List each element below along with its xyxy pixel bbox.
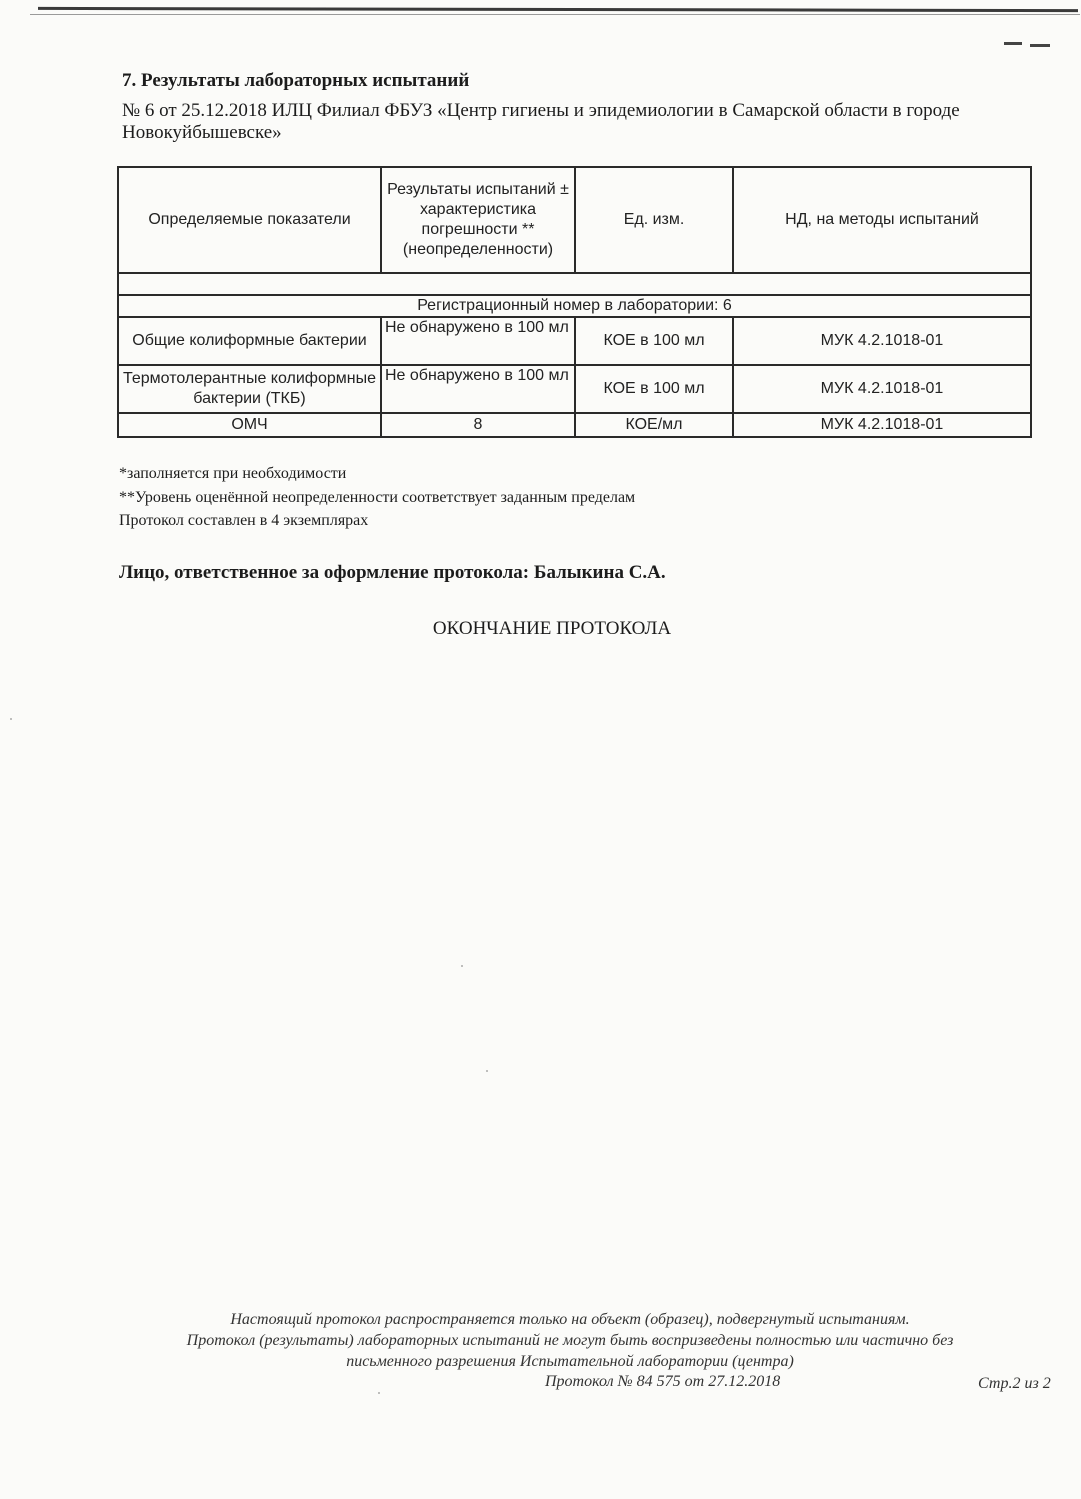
footer-line: Протокол (результаты) лабораторных испытаний не могут быть воспризведены полностью или частично без <box>186 1332 954 1349</box>
footer-line: Настоящий протокол распространяется только на объект (образец), подвергнутый испытаниям. <box>230 1311 910 1328</box>
section-subtitle: № 6 от 25.12.2018 ИЛЦ Филиал ФБУЗ «Центр гигиены и эпидемиологии в Самарской области в городе Новокуйбышевске» <box>122 100 960 143</box>
header-indicator: Определяемые показатели <box>118 167 381 273</box>
unit-cell: КОЕ в 100 мл <box>575 365 733 413</box>
scan-speck <box>461 965 463 967</box>
registration-cell: Регистрационный номер в лаборатории: 6 <box>118 295 1031 317</box>
footer-line: письменного разрешения Испытательной лаборатории (центра) <box>346 1353 794 1370</box>
section-title: 7. Результаты лабораторных испытаний <box>122 70 470 91</box>
result-cell: 8 <box>381 413 575 437</box>
scan-speck <box>378 1392 380 1394</box>
indicator-cell: Общие колиформные бактерии <box>118 317 381 365</box>
result-cell: Не обнаружено в 100 мл <box>381 317 575 365</box>
method-cell: МУК 4.2.1018-01 <box>733 413 1031 437</box>
header-unit: Ед. изм. <box>575 167 733 273</box>
scan-speck <box>10 718 12 720</box>
footnote: Протокол составлен в 4 экземплярах <box>119 512 369 529</box>
footnote: **Уровень оценённой неопределенности соответствует заданным пределам <box>119 488 636 506</box>
header-method: НД, на методы испытаний <box>733 167 1031 273</box>
protocol-number: Протокол № 84 575 от 27.12.2018 <box>545 1373 781 1390</box>
footnotes <box>119 462 635 533</box>
scan-mark <box>1030 44 1050 47</box>
results-table <box>117 166 1032 438</box>
indicator-cell: ОМЧ <box>118 413 381 437</box>
top-scan-border <box>38 7 1078 12</box>
top-scan-border-thin <box>30 14 1080 15</box>
method-cell: МУК 4.2.1018-01 <box>733 317 1031 365</box>
result-cell: Не обнаружено в 100 мл <box>381 365 575 413</box>
table-row <box>118 413 1031 437</box>
table-empty-row <box>118 273 1031 295</box>
footnote: *заполняется при необходимости <box>119 465 347 482</box>
unit-cell: КОЕ/мл <box>575 413 733 437</box>
indicator-cell: Термотолерантные колиформные бактерии (ТКБ) <box>118 365 381 413</box>
empty-cell <box>118 273 1031 295</box>
responsible-person: Лицо, ответственное за оформление протокола: Балыкина С.А. <box>119 562 666 583</box>
page-number: Стр.2 из 2 <box>978 1375 1051 1392</box>
table-row <box>118 317 1031 365</box>
unit-cell: КОЕ в 100 мл <box>575 317 733 365</box>
registration-row <box>118 295 1031 317</box>
method-cell: МУК 4.2.1018-01 <box>733 365 1031 413</box>
scan-speck <box>486 1070 488 1072</box>
header-result: Результаты испытаний ± характеристика погрешности **(неопределенности) <box>381 167 575 273</box>
scan-mark <box>1004 42 1022 45</box>
table-row <box>118 365 1031 413</box>
page-footer <box>120 1309 1020 1372</box>
table-header-row <box>118 167 1031 273</box>
protocol-ending: ОКОНЧАНИЕ ПРОТОКОЛА <box>432 618 672 639</box>
